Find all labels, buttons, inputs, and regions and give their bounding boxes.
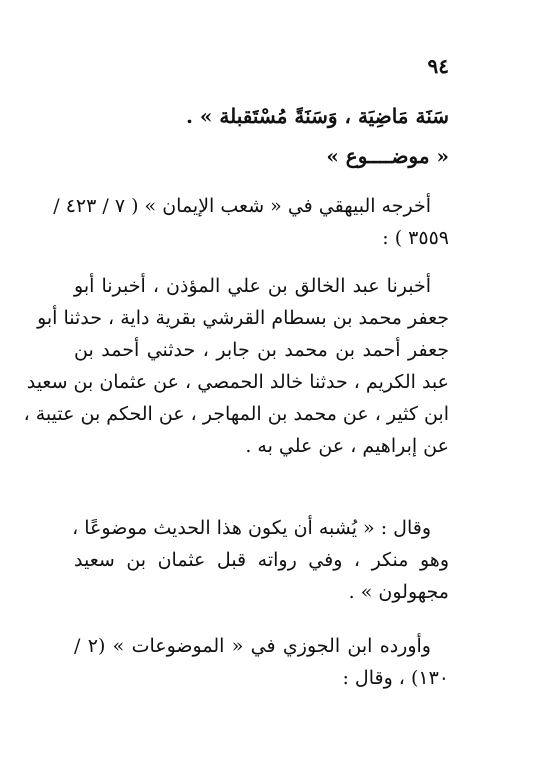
comment-paragraph xyxy=(74,512,449,608)
grading-label: « موضــــوع » xyxy=(326,144,449,168)
hadith-continuation-line: سَنَة مَاضِيَة ، وَسَنَةً مُسْتَقبلة » . xyxy=(185,104,449,128)
paragraph-line: وأورده ابن الجوزي في « الموضوعات » (٢ / xyxy=(74,635,431,657)
paragraph-line: ٣٥٥٩ ) : xyxy=(382,227,449,249)
paragraph-line: وقال : « يُشبه أن يكون هذا الحديث موضوعًا ، xyxy=(72,517,431,539)
paragraph-line: ١٣٠) ، وقال : xyxy=(342,667,449,689)
paragraph-line: جعفر أحمد بن محمد بن جابر ، حدثني أحمد بن xyxy=(74,339,449,361)
paragraph-line: أخرجه البيهقي في « شعب الإيمان » ( ٧ / ٤٢٣ / xyxy=(53,195,431,217)
takhrij-paragraph-1 xyxy=(53,190,449,254)
hadith-text xyxy=(74,100,449,172)
takhrij-paragraph-2 xyxy=(74,630,449,694)
paragraph-line: ابن كثير ، عن محمد بن المهاجر ، عن الحكم بن عتيبة ، xyxy=(23,403,449,425)
paragraph-line: أخبرنا عبد الخالق بن علي المؤذن ، أخبرنا أبو xyxy=(74,275,431,297)
isnad-paragraph xyxy=(23,270,449,462)
page-number: ٩٤ xyxy=(427,54,449,78)
paragraph-line: عبد الكريم ، حدثنا خالد الحمصي ، عن عثمان بن سعيد xyxy=(26,371,449,393)
paragraph-line: عن إبراهيم ، عن علي به . xyxy=(245,435,449,457)
paragraph-line: وهو منكر ، وفي رواته قبل عثمان بن سعيد xyxy=(74,549,449,571)
paragraph-line: جعفر محمد بن بسطام القرشي بقرية داية ، حدثنا أبو xyxy=(37,307,449,329)
paragraph-line: مجهولون » . xyxy=(348,581,449,603)
